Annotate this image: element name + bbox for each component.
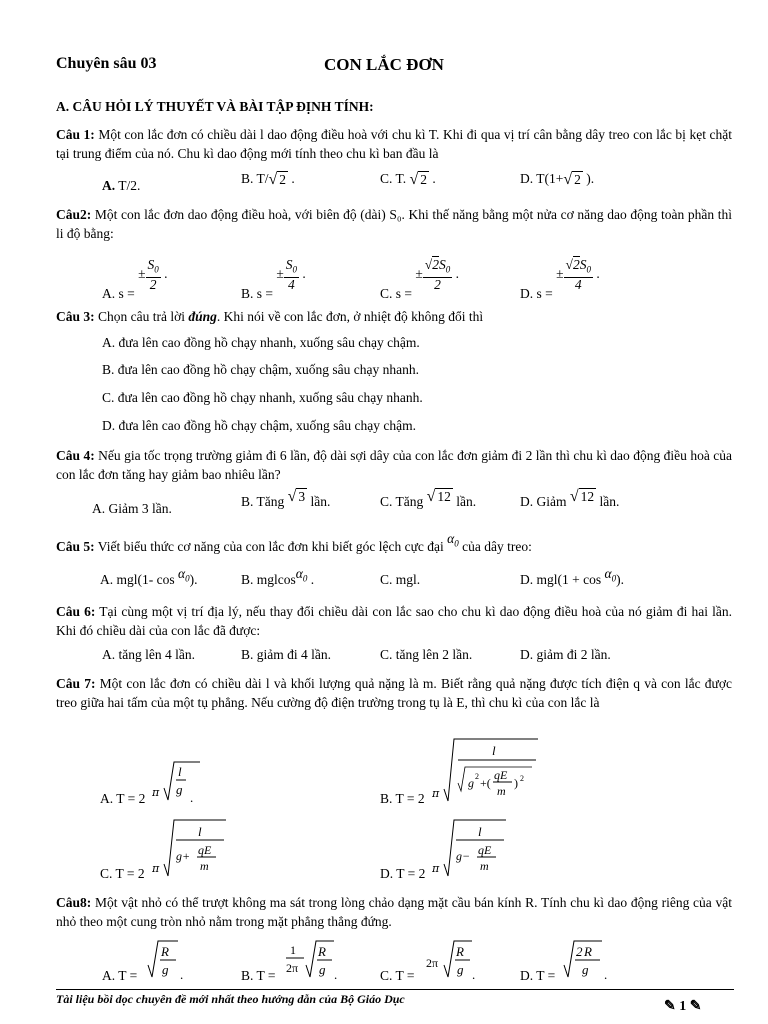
- svg-text:2π: 2π: [286, 961, 299, 975]
- q8-option-b-formula: [284, 937, 340, 983]
- q7-option-a-formula: [152, 758, 202, 806]
- svg-text:l: l: [478, 824, 482, 839]
- q1-option-b: B. T/√ 2 .: [241, 171, 295, 188]
- question-8: [56, 893, 732, 931]
- question-2-label: Câu2:: [56, 207, 92, 222]
- q7-option-a: A. T = 2: [100, 791, 146, 806]
- svg-text:g: g: [468, 776, 474, 790]
- svg-text:l: l: [198, 824, 202, 839]
- svg-text:R: R: [161, 944, 169, 959]
- svg-text:.: .: [190, 790, 194, 805]
- section-heading: A. CÂU HỎI LÝ THUYẾT VÀ BÀI TẬP ĐỊNH TÍNH:: [56, 99, 374, 114]
- q2-option-c: C. s = ± $\frac{√2S_0}{2}$ .: [380, 257, 459, 301]
- q7-option-d-formula: [432, 816, 512, 880]
- chapter-label: Chuyên sâu 03: [56, 55, 157, 72]
- svg-text:g−: g−: [456, 849, 471, 863]
- page-number: [664, 998, 701, 1015]
- q8-option-a-formula: [146, 937, 186, 983]
- q7-option-c-formula: [152, 816, 232, 880]
- svg-text:l: l: [178, 764, 182, 779]
- question-6: [56, 602, 732, 640]
- q6-option-b: B. giảm đi 4 lần.: [241, 647, 331, 662]
- svg-text:R: R: [318, 944, 326, 959]
- question-6-label: Câu 6:: [56, 604, 96, 619]
- q3-option-a: A. đưa lên cao đồng hồ chạy nhanh, xuống sâu chạy chậm.: [102, 335, 420, 350]
- q2-option-b: B. s = ± $\frac{S_0}{4}$ .: [241, 257, 306, 301]
- q4-option-b: B. Tăng √ 3 lần.: [241, 488, 331, 510]
- footer-rule: [56, 989, 734, 990]
- svg-text:m: m: [200, 859, 209, 873]
- q8-option-c: C. T =: [380, 968, 415, 983]
- svg-text:g: g: [162, 962, 169, 977]
- q6-option-a: A. tăng lên 4 lần.: [102, 647, 195, 662]
- q8-option-c-formula: [424, 937, 480, 983]
- question-3-label: Câu 3:: [56, 309, 95, 324]
- q8-option-a: A. T =: [102, 968, 138, 983]
- question-3-emphasis: đúng: [188, 309, 217, 324]
- question-2-text: Một con lắc đơn dao động điều hoà, với biên độ (dài) S₀. Khi thế năng bằng một nửa cơ năng dao động toàn phần thì li độ bằng:: [56, 207, 732, 241]
- q6-option-d: D. giảm đi 2 lần.: [520, 647, 611, 662]
- svg-text:π: π: [152, 862, 160, 875]
- ornament-left-icon: ✎: [664, 999, 676, 1014]
- q8-option-b: B. T =: [241, 968, 276, 983]
- q1-option-a: A. T/2.: [102, 178, 141, 193]
- svg-text:2: 2: [475, 772, 479, 781]
- q5-option-b: B. mglcosα$_0$ .: [241, 566, 315, 587]
- q5-option-c: C. mgl.: [380, 572, 421, 587]
- svg-text:qE: qE: [198, 843, 212, 857]
- svg-text:2: 2: [520, 774, 524, 783]
- svg-text:g: g: [582, 962, 589, 977]
- svg-text:qE: qE: [478, 843, 492, 857]
- q7-option-b: B. T = 2: [380, 791, 425, 806]
- svg-text:+(: +(: [480, 776, 491, 790]
- page-number-value: 1: [679, 999, 687, 1014]
- q5-option-a: A. mgl(1- $\cos \alpha_0$).: [100, 566, 198, 587]
- svg-text:m: m: [497, 784, 506, 798]
- svg-text:l: l: [492, 743, 496, 758]
- svg-text:g: g: [457, 962, 464, 977]
- svg-text:π: π: [152, 786, 160, 799]
- svg-text:g+: g+: [176, 849, 191, 863]
- question-2: [56, 205, 732, 243]
- question-5-text-end: của dây treo:: [462, 539, 532, 554]
- q1-option-d: D. T(1+√ 2 ).: [520, 171, 595, 188]
- q4-option-d: D. Giảm √ 12 lần.: [520, 488, 620, 510]
- q2-option-d: D. s = ± $\frac{√2S_0}{4}$ .: [520, 257, 600, 301]
- question-1-text: Một con lắc đơn có chiều dài l dao động điều hoà với chu kì T. Khi đi qua vị trí cân bằng dây treo con lắc bị kẹt chặt tại trung điểm của nó. Chu kì dao động mới tính theo chu kì ban đầu là: [56, 127, 733, 161]
- svg-text:g: g: [176, 782, 183, 797]
- svg-text:π: π: [432, 787, 440, 800]
- q4-option-a: A. Giảm 3 lần.: [92, 501, 172, 516]
- svg-text:g: g: [319, 962, 326, 977]
- q7-option-c: C. T = 2: [100, 866, 145, 881]
- q2-option-a: A. s = ± $\frac{S_0}{2}$ .: [102, 257, 168, 301]
- question-8-text: Một vật nhỏ có thể trượt không ma sát trong lòng chảo dạng mặt cầu bán kính R. Tính chu kì dao động riêng của vật nhỏ theo một cung tròn nhỏ nằm trong mặt phẳng thẳng đứng.: [56, 895, 733, 929]
- q7-option-d: D. T = 2: [380, 866, 426, 881]
- svg-text:.: .: [334, 967, 338, 982]
- question-4-text: Nếu gia tốc trọng trường giảm đi 6 lần, độ dài sợi dây của con lắc đơn giảm đi 2 lần thì chu kì dao động điều hoà của con lắc đơn tăng hay giảm bao nhiêu lần?: [56, 448, 732, 482]
- question-1: [56, 125, 732, 163]
- question-3-text-end: . Khi nói về con lắc đơn, ở nhiệt độ không đổi thì: [216, 309, 484, 324]
- question-5-label: Câu 5:: [56, 539, 95, 554]
- svg-text:R: R: [584, 944, 592, 959]
- q4-option-c: C. Tăng √ 12 lần.: [380, 488, 477, 510]
- page-title: CON LẮC ĐƠN: [324, 55, 444, 74]
- question-5-text: Viết biểu thức cơ năng của con lắc đơn khi biết góc lệch cực đại: [97, 539, 444, 554]
- svg-text:.: .: [180, 967, 184, 982]
- svg-text:2π: 2π: [426, 956, 439, 970]
- q8-option-d: D. T =: [520, 968, 556, 983]
- q3-option-c: C. đưa lên cao đồng hồ chạy nhanh, xuống sâu chạy nhanh.: [102, 390, 423, 405]
- ornament-right-icon: ✎: [689, 999, 702, 1014]
- question-4: [56, 446, 732, 484]
- svg-text:m: m: [480, 859, 489, 873]
- q7-option-b-formula: [432, 735, 552, 807]
- q1-option-c: C. T. √ 2 .: [380, 171, 436, 188]
- question-3: [56, 307, 732, 326]
- q3-option-b: B. đưa lên cao đồng hồ chạy chậm, xuống sâu chạy nhanh.: [102, 362, 419, 377]
- svg-text:1: 1: [290, 943, 296, 957]
- footer-text: Tài liệu bồi dọc chuyên đề mới nhất theo hướng dẫn của Bộ Giáo Dục: [56, 992, 405, 1006]
- svg-text:2: 2: [576, 944, 583, 959]
- q5-option-d: D. $mgl(1 + \cos \alpha_0)$.: [520, 566, 624, 587]
- question-5: Câu 5: Viết biểu thức cơ năng của con lắc đơn khi biết góc lệch cực đại $\alpha_0$ của dây treo:: [56, 531, 532, 554]
- q6-option-c: C. tăng lên 2 lần.: [380, 647, 473, 662]
- svg-text:.: .: [472, 967, 476, 982]
- svg-text:.: .: [604, 967, 608, 982]
- q8-option-d-formula: [562, 937, 612, 983]
- question-4-label: Câu 4:: [56, 448, 95, 463]
- q3-option-d: D. đưa lên cao đồng hồ chạy chậm, xuống sâu chạy chậm.: [102, 418, 416, 433]
- question-3-text: Chọn câu trả lời: [98, 309, 189, 324]
- svg-text:qE: qE: [494, 768, 508, 782]
- svg-text:): ): [514, 776, 518, 790]
- svg-text:π: π: [432, 862, 440, 875]
- question-7: [56, 674, 732, 712]
- question-7-text: Một con lắc đơn có chiều dài l và khối lượng quả nặng là m. Biết rằng quả nặng được tích điện q và con lắc được treo giữa hai tấm của một tụ phẳng. Nếu cường độ điện trường trong tụ là E, thì chu kì của con lắc là: [56, 676, 732, 710]
- question-8-label: Câu8:: [56, 895, 92, 910]
- question-7-label: Câu 7:: [56, 676, 96, 691]
- question-6-text: Tại cùng một vị trí địa lý, nếu thay đổi chiều dài con lắc sao cho chu kì dao động điều hoà của nó giảm đi hai lần. Khi đó chiều dài của con lắc đã được:: [56, 604, 732, 638]
- question-1-label: Câu 1:: [56, 127, 95, 142]
- svg-text:R: R: [456, 944, 464, 959]
